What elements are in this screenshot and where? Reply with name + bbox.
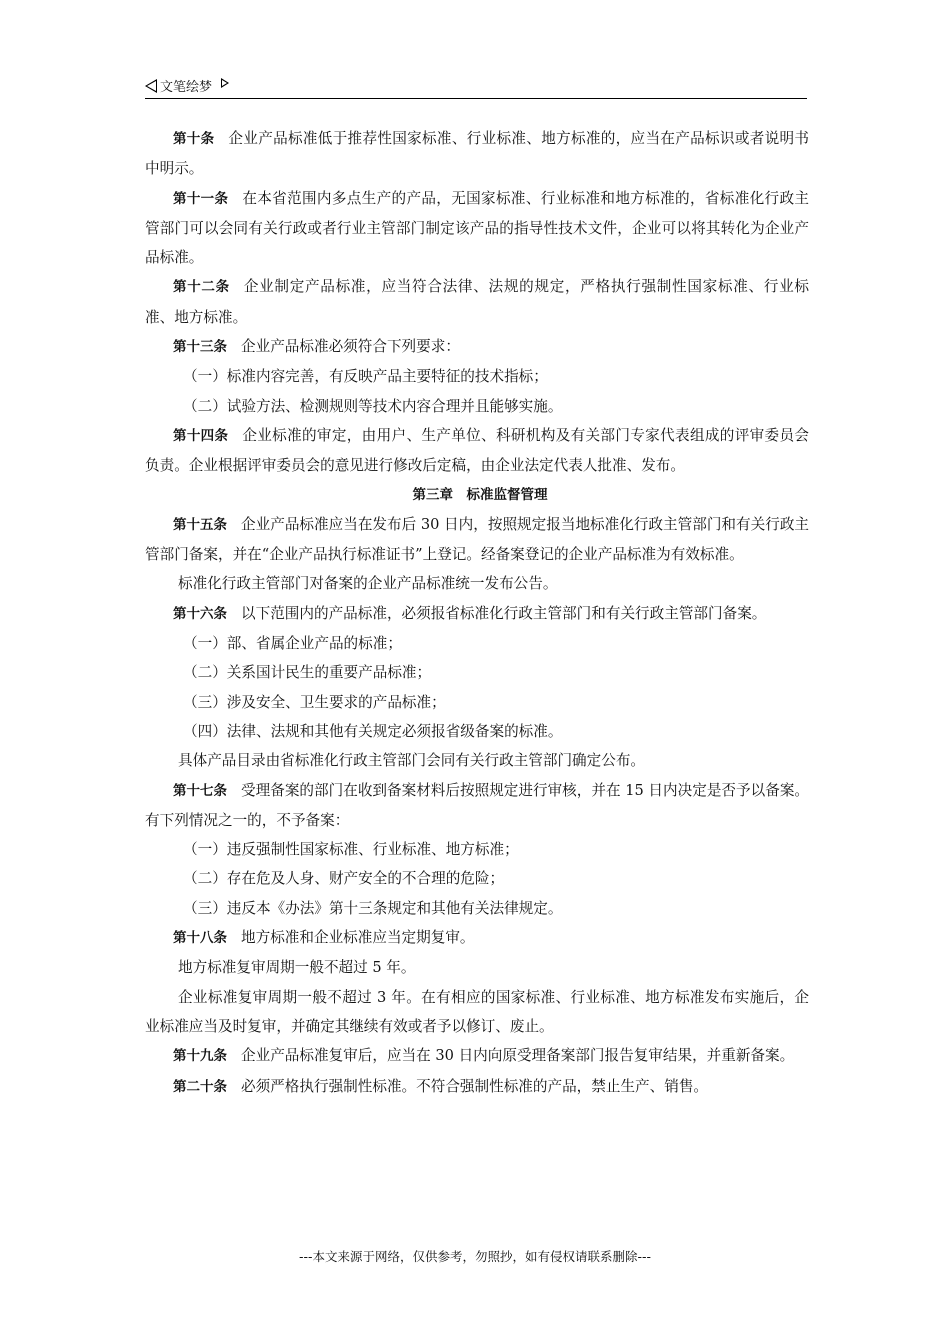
article-label: 第十二条 <box>173 279 230 296</box>
article-paragraph <box>145 421 809 481</box>
chapter-heading: 第三章 标准监督管理 <box>412 486 548 503</box>
list-item: （一）部、省属企业产品的标准； <box>183 635 402 653</box>
list-item: （三）涉及安全、卫生要求的产品标准； <box>183 693 446 711</box>
article-paragraph <box>145 923 809 953</box>
list-item: （一）标准内容完善，有反映产品主要特征的技术指标； <box>183 368 548 386</box>
sub-paragraph: 标准化行政主管部门对备案的企业产品标准统一发布公告。 <box>178 575 558 593</box>
article-text: 以下范围内的产品标准，必须报省标准化行政主管部门和有关行政主管部门备案。 <box>241 604 767 622</box>
article-text: 企业标准的审定，由用户、生产单位、科研机构及有关部门专家代表组成的评审委员会负责。企业根据评审委员会的意见进行修改后定稿，由企业法定代表人批准、发布。 <box>145 426 809 475</box>
article-text: 在本省范围内多点生产的产品，无国家标准、行业标准和地方标准的，省标准化行政主管部门可以会同有关行政或者行业主管部门制定该产品的指导性技术文件，企业可以将其转化为企业产品标准。 <box>145 189 809 267</box>
list-item: （二）存在危及人身、财产安全的不合理的危险； <box>183 870 505 888</box>
article-text: 企业产品标准必须符合下列要求： <box>241 338 460 356</box>
article-label: 第十八条 <box>173 930 227 947</box>
article-text: 企业产品标准低于推荐性国家标准、行业标准、地方标准的，应当在产品标识或者说明书中明示。 <box>145 130 809 178</box>
header-brand <box>145 76 229 95</box>
article-label: 第十九条 <box>173 1048 227 1065</box>
article-text: 地方标准和企业标准应当定期复审。 <box>241 929 475 947</box>
article-text: 受理备案的部门在收到备案材料后按照规定进行审核，并在 15 日内决定是否予以备案。有下列情况之一的，不予备案： <box>145 781 810 829</box>
list-item: （二）关系国计民生的重要产品标准； <box>183 664 432 682</box>
article-text: 企业制定产品标准，应当符合法律、法规的规定，严格执行强制性国家标准、行业标准、地方标准。 <box>145 278 809 326</box>
list-item: （二）试验方法、检测规则等技术内容合理并且能够实施。 <box>183 397 563 415</box>
list-item: （一）违反强制性国家标准、行业标准、地方标准； <box>183 841 519 859</box>
footer-disclaimer: ---本文来源于网络，仅供参考，勿照抄，如有侵权请联系删除--- <box>298 1249 652 1264</box>
article-text: 必须严格执行强制性标准。不符合强制性标准的产品，禁止生产、销售。 <box>241 1077 709 1095</box>
sub-paragraph: 企业标准复审周期一般不超过 3 年。在有相应的国家标准、行业标准、地方标准发布实施后，企业标准应当及时复审，并确定其继续有效或者予以修订、废止。 <box>145 988 809 1035</box>
brand-text: 文笔绘梦 <box>160 80 213 95</box>
article-paragraph <box>145 510 809 570</box>
article-label: 第十条 <box>173 131 215 147</box>
sub-paragraph: 地方标准复审周期一般不超过 5 年。 <box>178 959 416 977</box>
article-paragraph <box>145 184 809 273</box>
article-label: 第十一条 <box>173 190 229 207</box>
list-item: （四）法律、法规和其他有关规定必须报省级备案的标准。 <box>183 722 563 740</box>
document-body <box>145 124 809 1102</box>
article-paragraph <box>145 599 809 629</box>
sub-paragraph: 具体产品目录由省标准化行政主管部门会同有关行政主管部门确定公布。 <box>178 752 646 770</box>
article-label: 第十七条 <box>173 782 228 799</box>
triangle-left-icon <box>145 79 157 93</box>
article-paragraph <box>145 124 809 184</box>
article-label: 第十四条 <box>173 427 229 444</box>
article-paragraph <box>145 776 809 836</box>
article-label: 第二十条 <box>173 1078 227 1095</box>
article-label: 第十三条 <box>173 339 227 356</box>
article-text: 企业产品标准应当在发布后 30 日内，按照规定报当地标准化行政主管部门和有关行政主管部门备案，并在“企业产品执行标准证书”上登记。经备案登记的企业产品标准为有效标准。 <box>145 515 810 564</box>
article-text: 企业产品标准复审后，应当在 30 日内向原受理备案部门报告复审结果，并重新备案。 <box>241 1047 795 1065</box>
article-label: 第十六条 <box>173 605 227 622</box>
page-header <box>145 74 807 99</box>
triangle-right-icon <box>221 78 229 88</box>
article-label: 第十五条 <box>173 516 228 533</box>
article-paragraph <box>145 1072 809 1102</box>
article-paragraph <box>145 1041 809 1071</box>
list-item: （三）违反本《办法》第十三条规定和其他有关法律规定。 <box>183 899 563 917</box>
article-paragraph <box>145 272 809 332</box>
article-paragraph <box>145 332 809 362</box>
